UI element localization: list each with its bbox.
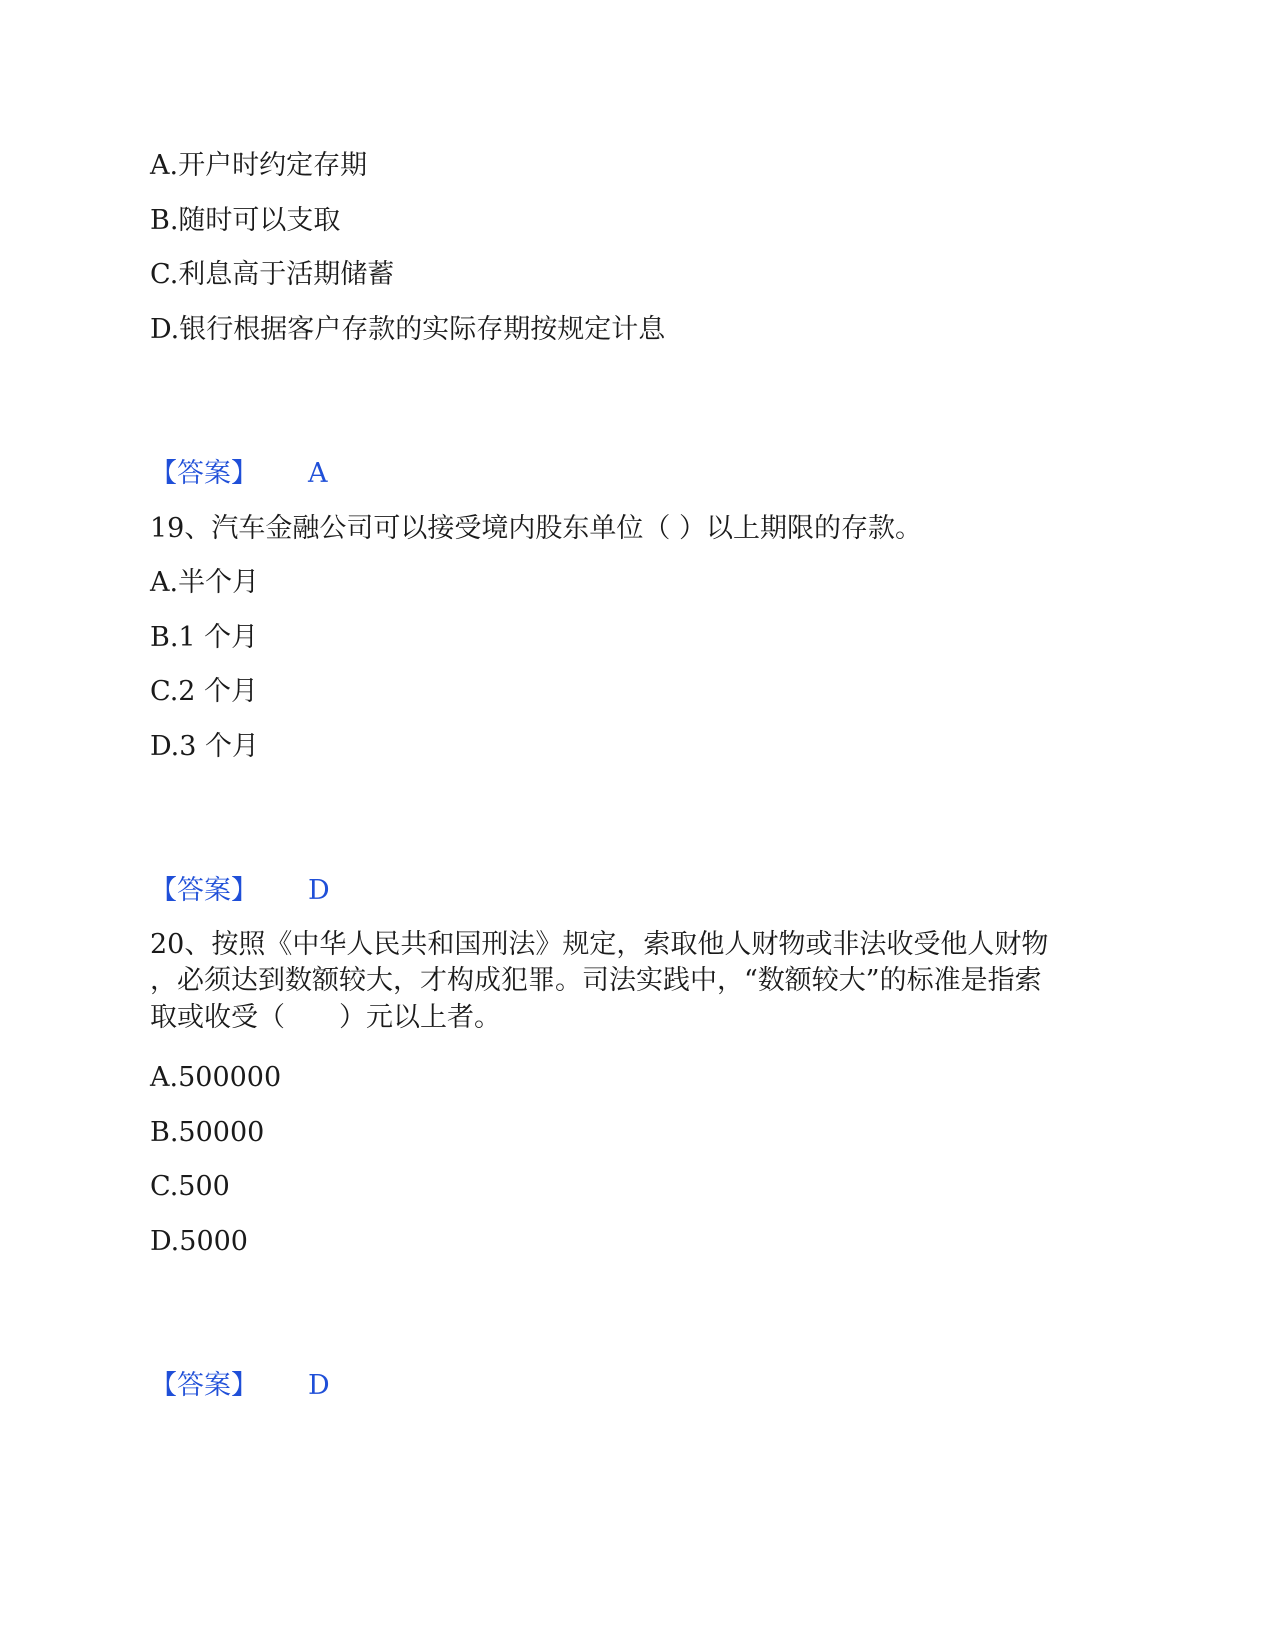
answer-label: 【答案】 [150,875,258,906]
q19-option-c: C.2 个月 [150,676,259,707]
answer-value: D [308,875,330,906]
option-a: A.开户时约定存期 [150,150,368,181]
q20-answer-row [150,1368,330,1404]
q20-option-a: A.500000 [150,1062,282,1093]
answer-label: 【答案】 [150,458,258,489]
option-b: B.随时可以支取 [150,205,341,236]
answer-row [150,456,328,492]
question-20-stem-line-2: ，必须达到数额较大，才构成犯罪。司法实践中，“数额较大”的标准是指索 [150,965,1042,996]
q20-option-b: B.50000 [150,1117,265,1148]
q19-answer-row [150,873,330,909]
question-20-stem-line-3: 取或收受（ ）元以上者。 [150,1002,501,1033]
answer-value: A [308,458,328,489]
q19-option-b: B.1 个月 [150,622,259,653]
answer-label: 【答案】 [150,1370,258,1401]
question-20-stem-line-1: 20、按照《中华人民共和国刑法》规定，索取他人财物或非法收受他人财物 [150,929,1049,960]
answer-value: D [308,1370,330,1401]
option-d: D.银行根据客户存款的实际存期按规定计息 [150,314,666,345]
q20-option-c: C.500 [150,1171,230,1202]
question-19-stem: 19、汽车金融公司可以接受境内股东单位（ ）以上期限的存款。 [150,513,922,544]
option-c: C.利息高于活期储蓄 [150,259,395,290]
q20-option-d: D.5000 [150,1226,248,1257]
q19-option-d: D.3 个月 [150,731,260,762]
q19-option-a: A.半个月 [150,567,260,598]
